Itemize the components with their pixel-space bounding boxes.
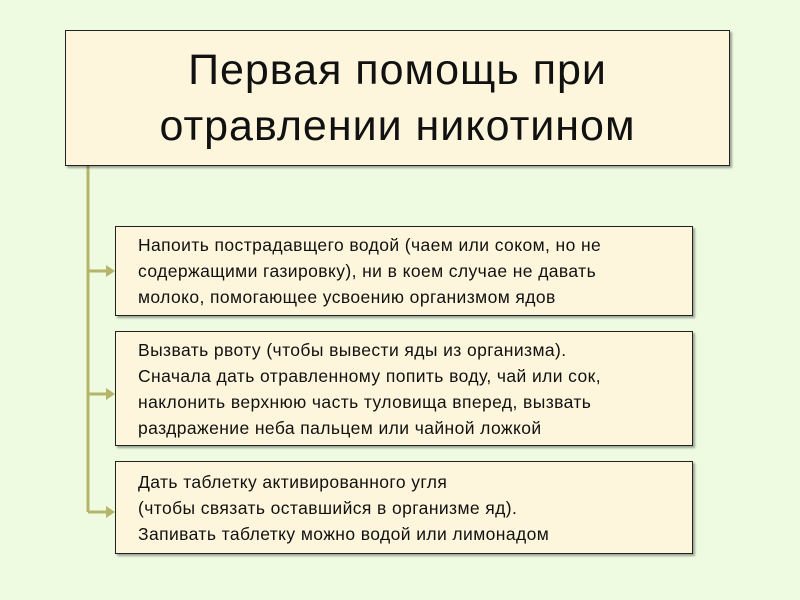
step-2-line-4: раздражение неба пальцем или чайной ложкой: [138, 417, 542, 438]
step-box-activated-charcoal: [115, 461, 693, 554]
step-3-line-1: Дать таблетку активированного угля: [138, 471, 448, 492]
arrowhead-3: [106, 506, 115, 518]
arrowhead-2: [106, 388, 115, 400]
arrowhead-1: [106, 265, 115, 277]
step-1-line-1: Напоить пострадавщего водой (чаем или соком, но не: [138, 235, 602, 255]
step-box-induce-vomiting: [115, 331, 693, 446]
step-1-line-3: молоко, помогающее усвоению организмом ядов: [138, 287, 556, 307]
title-line-2: отравлении никотином: [159, 102, 636, 150]
step-3-line-3: Запивать таблетку можно водой или лимонадом: [138, 523, 550, 544]
step-2-line-3: наклонить верхнюю часть туловища вперед, вызвать: [138, 391, 592, 412]
step-1-line-2: содержащими газировку), ни в коем случае не давать: [138, 261, 597, 281]
step-3-line-2: (чтобы связать оставшийся в организме яд).: [138, 497, 518, 518]
step-2-line-1: Вызвать рвоту (чтобы вывести яды из организма).: [138, 339, 567, 360]
title-line-1: Первая помощь при: [188, 46, 607, 94]
step-box-drink-water: [115, 226, 693, 316]
title-box: [65, 30, 730, 166]
step-2-line-2: Сначала дать отравленному попить воду, чай или сок,: [138, 365, 601, 386]
